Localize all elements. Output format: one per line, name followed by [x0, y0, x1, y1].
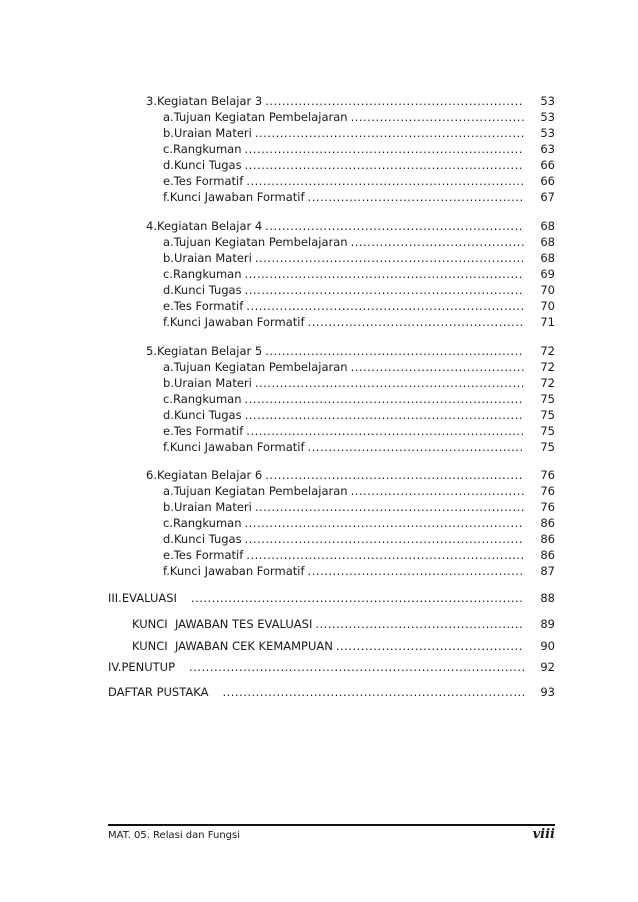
toc-entry-label: Kunci Jawaban Formatif [169, 315, 305, 329]
toc-leader-dots [246, 173, 524, 189]
toc-entry-number: a. [163, 360, 174, 374]
toc-entry-number: a. [163, 110, 174, 124]
toc-entry-page: 86 [540, 532, 555, 546]
toc-entry-page: 53 [540, 126, 555, 140]
toc-entry-page: 87 [540, 564, 555, 578]
toc-leader-dots [245, 141, 525, 157]
toc-entry [146, 218, 555, 234]
toc-entry [163, 282, 555, 298]
toc-entry-number: d. [163, 158, 174, 172]
toc-leader-dots [246, 547, 524, 563]
toc-entry-number: c. [163, 142, 173, 156]
toc-entry-page: 69 [540, 267, 555, 281]
toc-leader-dots [189, 659, 524, 675]
toc-entry-page: 75 [540, 392, 555, 406]
toc-entry [163, 314, 555, 330]
toc-entry-page: 72 [540, 376, 555, 390]
toc-leader-dots [308, 314, 524, 330]
toc-entry [163, 407, 555, 423]
toc-entry-page: 68 [540, 251, 555, 265]
toc-entry-label: Tes Formatif [173, 424, 244, 438]
toc-entry [163, 234, 555, 250]
toc-leader-dots [351, 234, 524, 250]
toc-entry-page: 88 [540, 591, 555, 605]
toc-entry [163, 250, 555, 266]
toc-entry-number: IV. [108, 660, 122, 674]
toc-entry [146, 343, 555, 359]
toc-entry [163, 391, 555, 407]
toc-entry-page: 76 [540, 500, 555, 514]
toc-entry-number: 5. [146, 344, 157, 358]
toc-entry-page: 72 [540, 360, 555, 374]
toc-leader-dots [191, 590, 524, 606]
toc-leader-dots [336, 638, 524, 654]
toc-entry [146, 93, 555, 109]
toc-leader-dots [308, 563, 524, 579]
toc-entry [132, 638, 555, 654]
toc-entry-label: Kunci Jawaban Formatif [169, 190, 305, 204]
toc-leader-dots [255, 375, 524, 391]
toc-entry-label: Rangkuman [172, 267, 242, 281]
toc-entry-label: KUNCI JAWABAN TES EVALUASI [132, 617, 313, 631]
toc-entry [163, 515, 555, 531]
toc-entry-number: e. [163, 548, 174, 562]
toc-entry-page: 92 [540, 660, 555, 674]
toc-entry-page: 63 [540, 142, 555, 156]
toc-entry [163, 298, 555, 314]
toc-entry [163, 141, 555, 157]
toc-entry-page: 75 [540, 440, 555, 454]
toc-entry-label: Rangkuman [172, 392, 242, 406]
toc-entry-page: 86 [540, 516, 555, 530]
toc-entry-number: f. [163, 190, 170, 204]
toc-entry [163, 157, 555, 173]
toc-entry-label: Kegiatan Belajar 5 [156, 344, 263, 358]
toc-entry-page: 68 [540, 235, 555, 249]
toc-entry-label: Kunci Jawaban Formatif [169, 564, 305, 578]
toc-entry-page: 71 [540, 315, 555, 329]
toc-leader-dots [351, 483, 524, 499]
toc-entry-label: Tes Formatif [173, 548, 244, 562]
toc-entry [132, 616, 555, 632]
toc-entry-page: 70 [540, 283, 555, 297]
toc-entry-number: b. [163, 126, 174, 140]
toc-entry-label: Uraian Materi [173, 376, 252, 390]
toc-leader-dots [265, 343, 524, 359]
toc-entry-number: d. [163, 283, 174, 297]
toc-leader-dots [308, 189, 524, 205]
toc-entry-page: 75 [540, 424, 555, 438]
toc-entry-page: 53 [540, 110, 555, 124]
toc-entry-label: Rangkuman [172, 516, 242, 530]
toc-leader-dots [245, 515, 525, 531]
toc-entry-number: f. [163, 315, 170, 329]
toc-leader-dots [351, 359, 524, 375]
toc-entry [146, 467, 555, 483]
toc-entry [163, 359, 555, 375]
toc-entry-label: EVALUASI [121, 591, 177, 605]
toc-entry-page: 72 [540, 344, 555, 358]
toc-entry [163, 439, 555, 455]
toc-leader-dots [245, 266, 525, 282]
toc-entry-label: Uraian Materi [173, 126, 252, 140]
toc-leader-dots [265, 218, 524, 234]
toc-entry [163, 499, 555, 515]
toc-entry-label: PENUTUP [121, 660, 176, 674]
toc-entry-label: Kunci Tugas [173, 283, 242, 297]
toc-entry-label: Kegiatan Belajar 4 [156, 219, 263, 233]
toc-entry [108, 659, 555, 675]
toc-entry-label: Rangkuman [172, 142, 242, 156]
toc-leader-dots [265, 467, 524, 483]
toc-entry-label: Tes Formatif [173, 299, 244, 313]
toc-entry-label: Kunci Tugas [173, 532, 242, 546]
toc-entry [163, 173, 555, 189]
toc-entry-page: 66 [540, 158, 555, 172]
toc-entry-number: e. [163, 424, 174, 438]
toc-entry-label: Tujuan Kegiatan Pembelajaran [173, 110, 348, 124]
toc-entry-number: c. [163, 516, 173, 530]
toc-entry-number: III. [108, 591, 122, 605]
toc-entry [163, 189, 555, 205]
toc-leader-dots [222, 684, 524, 700]
toc-entry-number: b. [163, 500, 174, 514]
toc-leader-dots [246, 423, 524, 439]
toc-leader-dots [265, 93, 524, 109]
toc-entry-number: c. [163, 392, 173, 406]
toc-entry [163, 547, 555, 563]
toc-entry-label: Kunci Jawaban Formatif [169, 440, 305, 454]
toc-entry-page: 66 [540, 174, 555, 188]
toc-entry-page: 68 [540, 219, 555, 233]
toc-entry [163, 423, 555, 439]
toc-entry [108, 684, 555, 700]
toc-leader-dots [255, 125, 524, 141]
toc-entry-number: 3. [146, 94, 157, 108]
toc-entry-number: d. [163, 532, 174, 546]
toc-entry-number: e. [163, 299, 174, 313]
toc-entry-label: Uraian Materi [173, 251, 252, 265]
toc-entry-number: b. [163, 376, 174, 390]
toc-entry [163, 266, 555, 282]
toc-entry-number: 4. [146, 219, 157, 233]
toc-entry-number: f. [163, 564, 170, 578]
toc-entry-page: 67 [540, 190, 555, 204]
toc-entry-page: 89 [540, 617, 555, 631]
toc-entry-label: Tes Formatif [173, 174, 244, 188]
toc-entry-label: Kegiatan Belajar 6 [156, 468, 263, 482]
toc-entry-number: e. [163, 174, 174, 188]
toc-entry-number: a. [163, 484, 174, 498]
toc-leader-dots [351, 109, 524, 125]
toc-entry-number: a. [163, 235, 174, 249]
toc-entry-page: 93 [540, 685, 555, 699]
toc-entry-label: Tujuan Kegiatan Pembelajaran [173, 235, 348, 249]
toc-leader-dots [245, 157, 524, 173]
toc-entry [163, 109, 555, 125]
toc-entry-page: 90 [540, 639, 555, 653]
toc-entry-label: Kunci Tugas [173, 408, 242, 422]
toc-leader-dots [245, 531, 524, 547]
toc-entry [163, 531, 555, 547]
toc-entry-label: Kegiatan Belajar 3 [156, 94, 263, 108]
toc-entry [163, 375, 555, 391]
toc-entry-page: 70 [540, 299, 555, 313]
toc-leader-dots [245, 391, 525, 407]
toc-entry-number: 6. [146, 468, 157, 482]
toc-entry-label: Tujuan Kegiatan Pembelajaran [173, 484, 348, 498]
toc-entry-page: 76 [540, 468, 555, 482]
toc-leader-dots [245, 282, 524, 298]
toc-entry [163, 483, 555, 499]
footer-rule [108, 824, 555, 826]
toc-entry-page: 53 [540, 94, 555, 108]
toc-entry-label: Uraian Materi [173, 500, 252, 514]
toc-entry-label: DAFTAR PUSTAKA [108, 685, 209, 699]
footer-module-title: MAT. 05. Relasi dan Fungsi [108, 830, 240, 841]
toc-leader-dots [315, 616, 524, 632]
toc-entry [163, 125, 555, 141]
toc-entry-label: Kunci Tugas [173, 158, 242, 172]
toc-leader-dots [245, 407, 524, 423]
toc-entry-number: b. [163, 251, 174, 265]
toc-entry-number: c. [163, 267, 173, 281]
toc-leader-dots [255, 250, 524, 266]
toc-entry-page: 75 [540, 408, 555, 422]
toc-leader-dots [246, 298, 524, 314]
footer-page-number: viii [532, 827, 555, 842]
toc-entry [163, 563, 555, 579]
toc-entry-number: d. [163, 408, 174, 422]
toc-leader-dots [308, 439, 524, 455]
toc-leader-dots [255, 499, 524, 515]
toc-entry-label: KUNCI JAWABAN CEK KEMAMPUAN [132, 639, 333, 653]
toc-entry-page: 86 [540, 548, 555, 562]
toc-entry-number: f. [163, 440, 170, 454]
toc-entry [108, 590, 555, 606]
toc-entry-page: 76 [540, 484, 555, 498]
toc-entry-label: Tujuan Kegiatan Pembelajaran [173, 360, 348, 374]
